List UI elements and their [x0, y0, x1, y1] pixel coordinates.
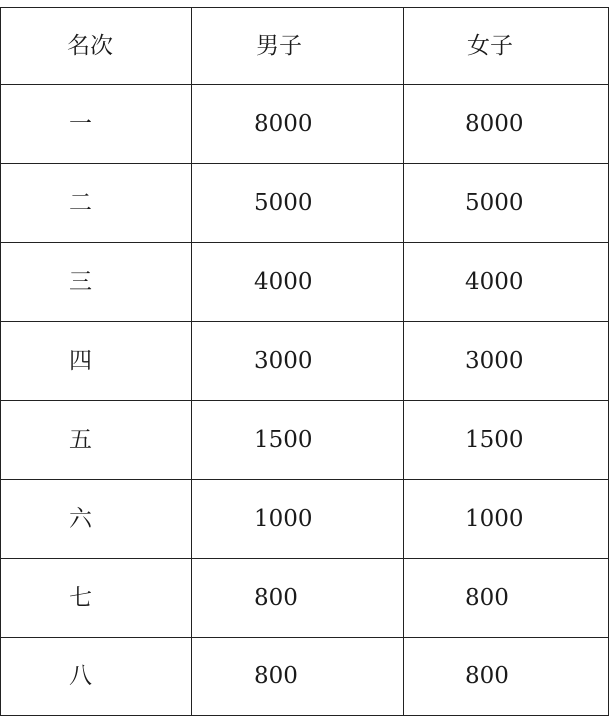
rank-cell: 三 [1, 243, 192, 321]
male-value: 5000 [192, 164, 404, 242]
table-row [1, 638, 609, 716]
table-row [1, 164, 609, 243]
rank-cell: 一 [1, 85, 192, 163]
female-value: 8000 [404, 85, 609, 163]
rank-cell: 五 [1, 401, 192, 479]
rank-cell: 七 [1, 559, 192, 637]
header-rank: 名次 [1, 8, 192, 84]
female-value: 1000 [404, 480, 609, 558]
female-value: 800 [404, 638, 609, 715]
table-row [1, 243, 609, 322]
female-value: 5000 [404, 164, 609, 242]
table-row [1, 559, 609, 638]
female-value: 1500 [404, 401, 609, 479]
rank-cell: 六 [1, 480, 192, 558]
male-value: 800 [192, 559, 404, 637]
table-row [1, 480, 609, 559]
male-value: 1500 [192, 401, 404, 479]
header-male: 男子 [192, 8, 404, 84]
table-header-row [1, 8, 609, 85]
male-value: 1000 [192, 480, 404, 558]
male-value: 8000 [192, 85, 404, 163]
rank-cell: 八 [1, 638, 192, 715]
table-row [1, 322, 609, 401]
female-value: 3000 [404, 322, 609, 400]
table-row [1, 85, 609, 164]
female-value: 4000 [404, 243, 609, 321]
rank-cell: 二 [1, 164, 192, 242]
male-value: 3000 [192, 322, 404, 400]
header-female: 女子 [404, 8, 609, 84]
male-value: 800 [192, 638, 404, 715]
female-value: 800 [404, 559, 609, 637]
rank-cell: 四 [1, 322, 192, 400]
table-row [1, 401, 609, 480]
prize-table [0, 7, 609, 716]
male-value: 4000 [192, 243, 404, 321]
